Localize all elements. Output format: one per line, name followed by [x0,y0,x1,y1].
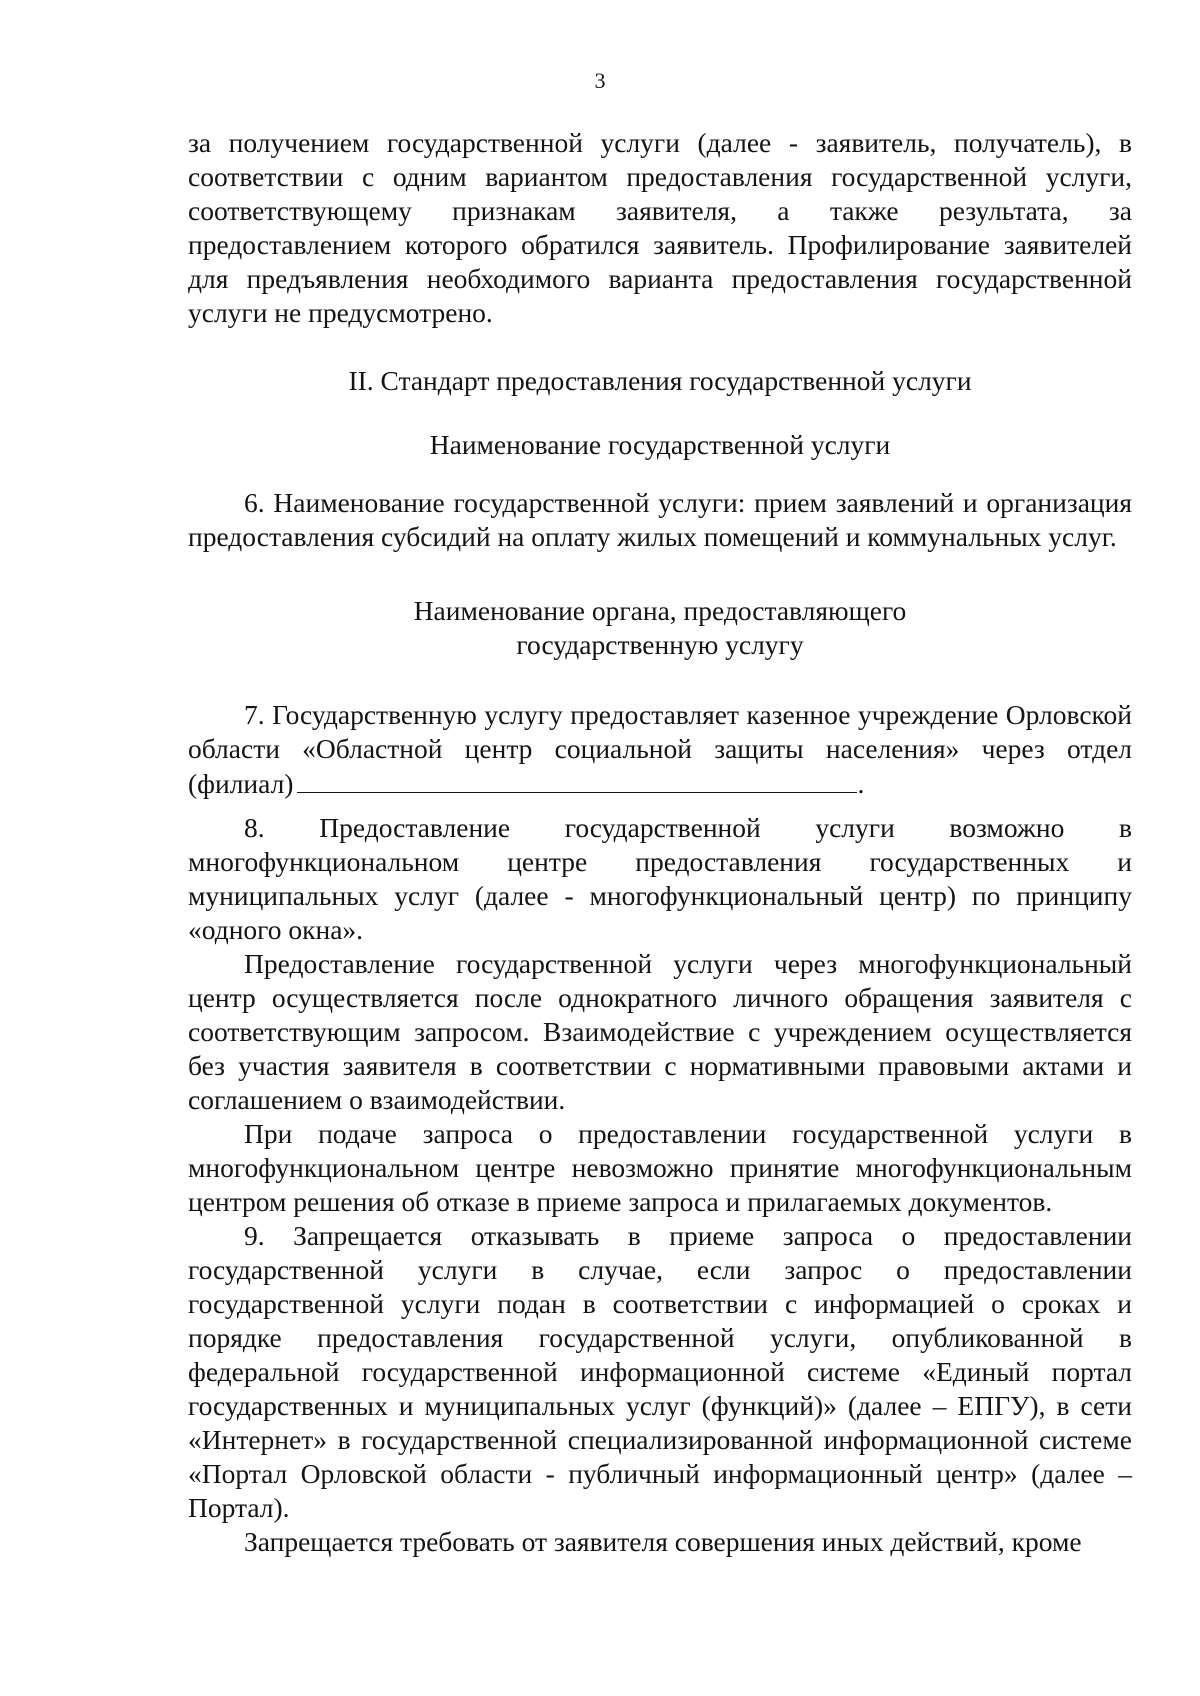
paragraph-7-end: . [857,768,865,799]
paragraph-9-continuation: Запрещается требовать от заявителя совершения иных действий, кроме [244,1526,1082,1557]
subheading-organ-line-2: государственную услугу [516,629,804,660]
paragraph-8: 8. Предоставление государственной услуги возможно в многофункциональном центре предоставления государственных и муниципальных услуг (далее - многофункциональный центр) по принципу «одного окна». [188,812,1132,945]
paragraph-8-mfc-procedure: Предоставление государственной услуги через многофункциональный центр осуществляется после однократного личного обращения заявителя с соответствующим запросом. Взаимодействие с учреждением осуществляется без участия заявителя в соответствии с нормативными правовыми актами и соглашением о взаимодействии. [188,948,1132,1115]
paragraph-intro-continuation: за получением государственной услуги (далее - заявитель, получатель), в соответствии с одним вариантом предоставления государственной услуги, соответствующему признакам заявителя, а также результата, за предоставлением которого обратился заявитель. Профилирование заявителей для предъявления необходимого варианта предоставления государственной услуги не предусмотрено. [188,127,1132,328]
subheading-service-name: Наименование государственной услуги [429,429,891,460]
paragraph-6: 6. Наименование государственной услуги: прием заявлений и организация предоставления субсидий на оплату жилых помещений и коммунальных услуг. [188,487,1132,552]
subheading-organ-line-1: Наименование органа, предоставляющего [413,595,907,626]
page-number: 3 [594,68,606,93]
paragraph-9: 9. Запрещается отказывать в приеме запроса о предоставлении государственной услуги в случае, если запрос о предоставлении государственной услуги подан в соответствии с информацией о сроках и порядке предоставления государственной услуги, опубликованной в федеральной государственной информационной системе «Единый портал государственных и муниципальных услуг (функций)» (далее – ЕПГУ), в сети «Интернет» в государственной специализированной информационной системе «Портал Орловской области - публичный информационный центр» (далее – Портал). [188,1220,1132,1523]
document-body [188,126,1132,1559]
fill-in-blank-line [297,766,857,793]
section-heading: II. Стандарт предоставления государственной услуги [348,365,972,396]
paragraph-8-refusal-impossible: При подаче запроса о предоставлении государственной услуги в многофункциональном центре невозможно принятие многофункциональным центром решения об отказе в приеме запроса и прилагаемых документов. [188,1118,1132,1217]
paragraph-7-text: 7. Государственную услугу предоставляет казенное учреждение Орловской области «Областной центр социальной защиты населения» через отдел (филиал) [188,699,1132,799]
paragraph-7 [188,698,1132,801]
